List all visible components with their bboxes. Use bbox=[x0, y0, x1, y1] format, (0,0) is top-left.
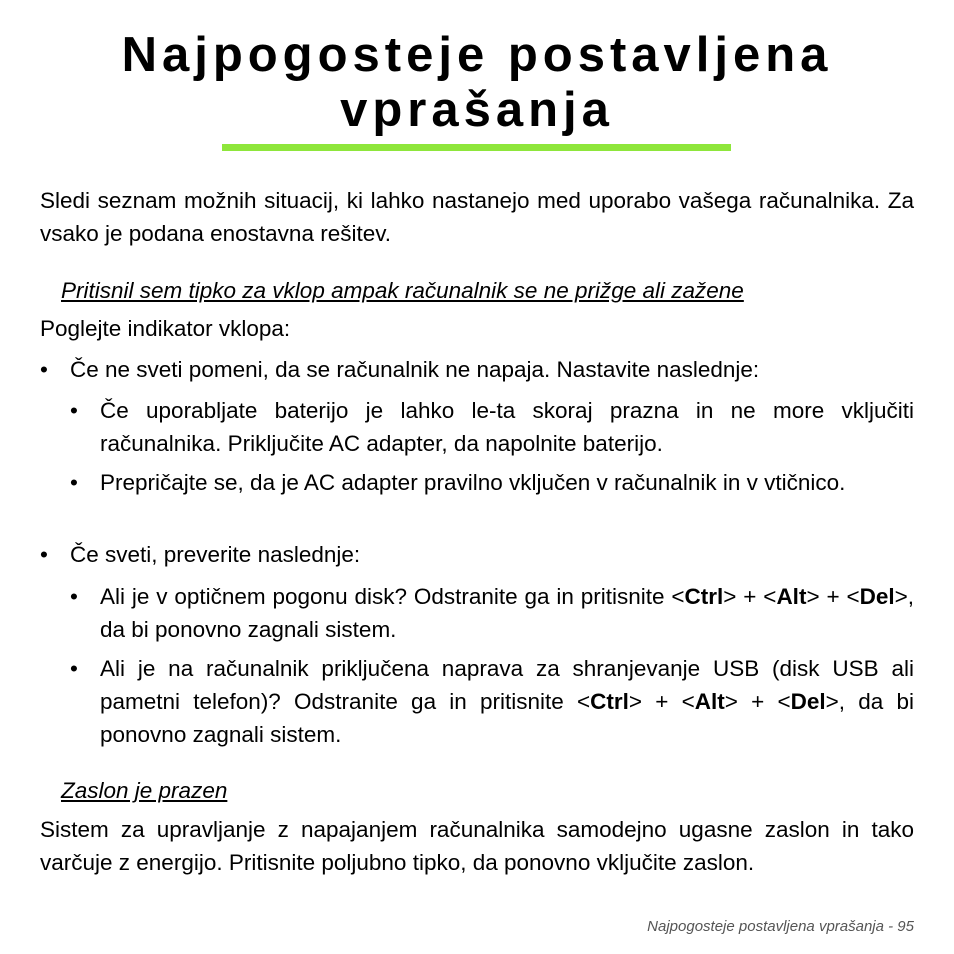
key-ctrl: Ctrl bbox=[590, 689, 629, 714]
bullet-glyph: • bbox=[70, 470, 78, 495]
intro-paragraph: Sledi seznam možnih situacij, ki lahko nastanejo med uporabo vašega računalnika. Za vsako je podana enostavna rešitev. bbox=[40, 188, 914, 246]
list-item bbox=[40, 353, 914, 386]
list-item bbox=[70, 466, 914, 499]
bullet-glyph: • bbox=[40, 542, 48, 567]
list-item-text: Če ne sveti pomeni, da se računalnik ne napaja. Nastavite naslednje: bbox=[70, 357, 760, 382]
screen-paragraph: Sistem za upravljanje z napajanjem računalnika samodejno ugasne zaslon in tako varčuje z energijo. Pritisnite poljubno tipko, da ponovno vključite zaslon. bbox=[40, 817, 914, 875]
title-line-2: vprašanja bbox=[340, 83, 614, 137]
key-alt: Alt bbox=[776, 584, 807, 609]
page-title bbox=[0, 28, 954, 138]
list-item-text: Prepričajte se, da je AC adapter pravilno vključen v računalnik in v vtičnico. bbox=[100, 470, 846, 495]
bullet-glyph: • bbox=[70, 398, 78, 423]
page-footer: Najpogosteje postavljena vprašanja - 95 bbox=[647, 918, 914, 935]
bullet-glyph: • bbox=[40, 357, 48, 382]
section-heading-screen: Zaslon je prazen bbox=[61, 778, 228, 803]
list-item-text: Ali je na računalnik priključena naprava za shranjevanje USB (disk USB ali pametni telefon)? Odstranite ga in pritisnite <Ctrl> + <Alt> + <Del>, da bi ponovno zagnali sistem. bbox=[100, 656, 915, 747]
bullet-glyph: • bbox=[70, 656, 78, 681]
key-alt: Alt bbox=[694, 689, 725, 714]
key-del: Del bbox=[790, 689, 826, 714]
title-line-1: Najpogosteje postavljena bbox=[121, 28, 833, 82]
title-underline bbox=[222, 144, 731, 151]
list-item-text: Če sveti, preverite naslednje: bbox=[70, 542, 361, 567]
list-item-text: Ali je v optičnem pogonu disk? Odstranite ga in pritisnite <Ctrl> + <Alt> + <Del>, da bi ponovno zagnali sistem. bbox=[100, 584, 914, 642]
key-ctrl: Ctrl bbox=[684, 584, 724, 609]
list-item bbox=[70, 394, 914, 460]
key-del: Del bbox=[859, 584, 895, 609]
bullet-glyph: • bbox=[70, 584, 78, 609]
list-item bbox=[40, 538, 914, 571]
list-item bbox=[70, 580, 914, 646]
power-lead: Poglejte indikator vklopa: bbox=[40, 316, 291, 341]
section-heading-power: Pritisnil sem tipko za vklop ampak računalnik se ne prižge ali zažene bbox=[61, 278, 744, 303]
list-item bbox=[70, 652, 915, 751]
list-item-text: Če uporabljate baterijo je lahko le-ta skoraj prazna in ne more vključiti računalnika. Priključite AC adapter, da napolnite baterijo. bbox=[100, 398, 914, 456]
